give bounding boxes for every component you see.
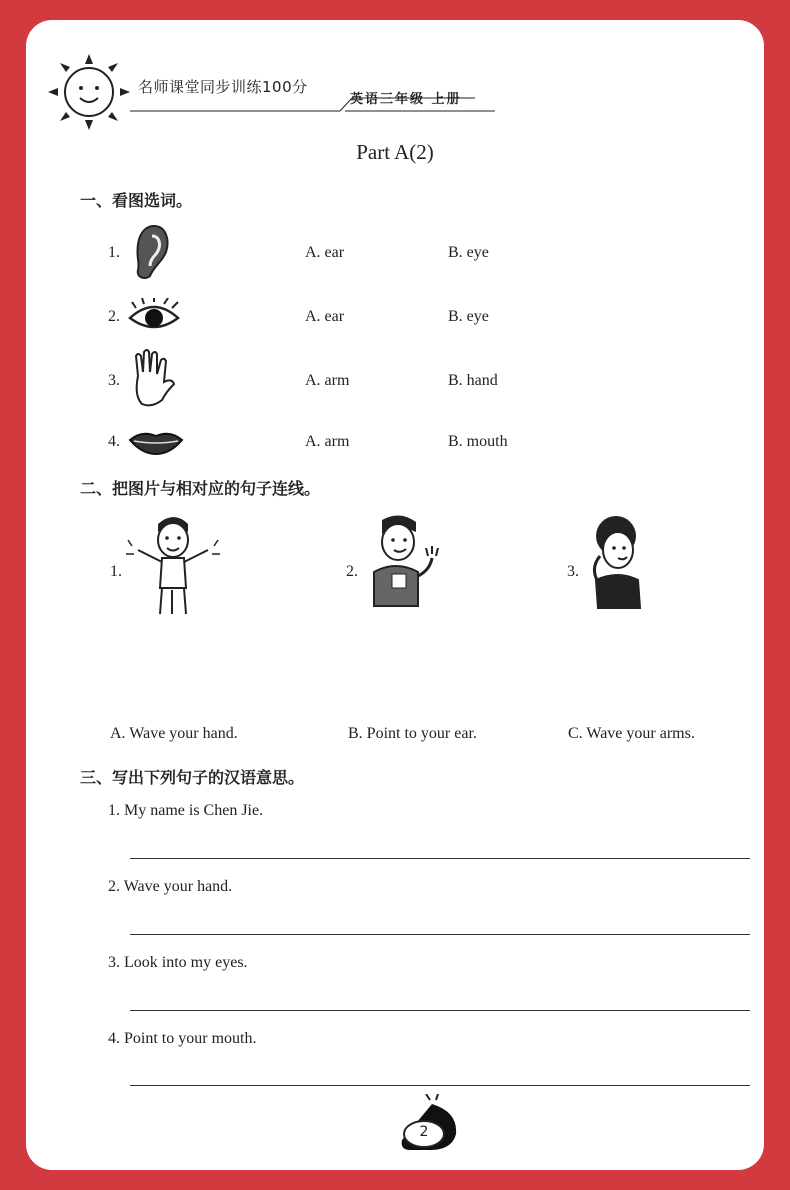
picture-number: 3. — [567, 563, 579, 580]
sun-icon — [44, 52, 134, 132]
answer-line[interactable] — [130, 858, 750, 859]
translation-prompt: 2. Wave your hand. — [108, 878, 233, 895]
option-b[interactable]: B. eye — [448, 244, 489, 261]
boy-waving-arms-picture — [126, 510, 222, 618]
picture-number: 1. — [110, 563, 122, 580]
sentence-option[interactable]: C. Wave your arms. — [568, 725, 695, 742]
ear-icon — [128, 222, 172, 280]
subject-label: 英语三年级 上册 — [350, 92, 462, 107]
option-a[interactable]: A. ear — [305, 308, 345, 325]
boy-pointing-ear-picture — [586, 514, 650, 612]
option-a[interactable]: A. ear — [305, 244, 345, 261]
section3-heading: 三、写出下列句子的汉语意思。 — [80, 768, 305, 787]
item-number: 4. — [108, 433, 120, 450]
translation-prompt: 4. Point to your mouth. — [108, 1030, 257, 1047]
option-b[interactable]: B. mouth — [448, 433, 508, 450]
boy-waving-hand-picture — [366, 512, 442, 608]
page-number: 2 — [419, 1124, 429, 1140]
item-number: 3. — [108, 372, 120, 389]
page-title: Part A(2) — [356, 140, 434, 164]
sentence-option[interactable]: B. Point to your ear. — [348, 725, 477, 742]
section2-heading: 二、把图片与相对应的句子连线。 — [80, 479, 321, 498]
answer-line[interactable] — [130, 1010, 750, 1011]
option-b[interactable]: B. hand — [448, 372, 498, 389]
item-number: 2. — [108, 308, 120, 325]
item-number: 1. — [108, 244, 120, 261]
mouth-icon — [128, 428, 184, 456]
translation-prompt: 3. Look into my eyes. — [108, 954, 248, 971]
option-a[interactable]: A. arm — [305, 433, 350, 450]
eye-icon — [126, 298, 182, 334]
hand-icon — [128, 348, 178, 410]
option-a[interactable]: A. arm — [305, 372, 350, 389]
answer-line[interactable] — [130, 1085, 750, 1086]
answer-line[interactable] — [130, 934, 750, 935]
sentence-option[interactable]: A. Wave your hand. — [110, 725, 238, 742]
picture-number: 2. — [346, 563, 358, 580]
option-b[interactable]: B. eye — [448, 308, 489, 325]
series-title: 名师课堂同步训练100分 — [138, 78, 308, 96]
section1-heading: 一、看图选词。 — [80, 191, 193, 210]
translation-prompt: 1. My name is Chen Jie. — [108, 802, 264, 819]
